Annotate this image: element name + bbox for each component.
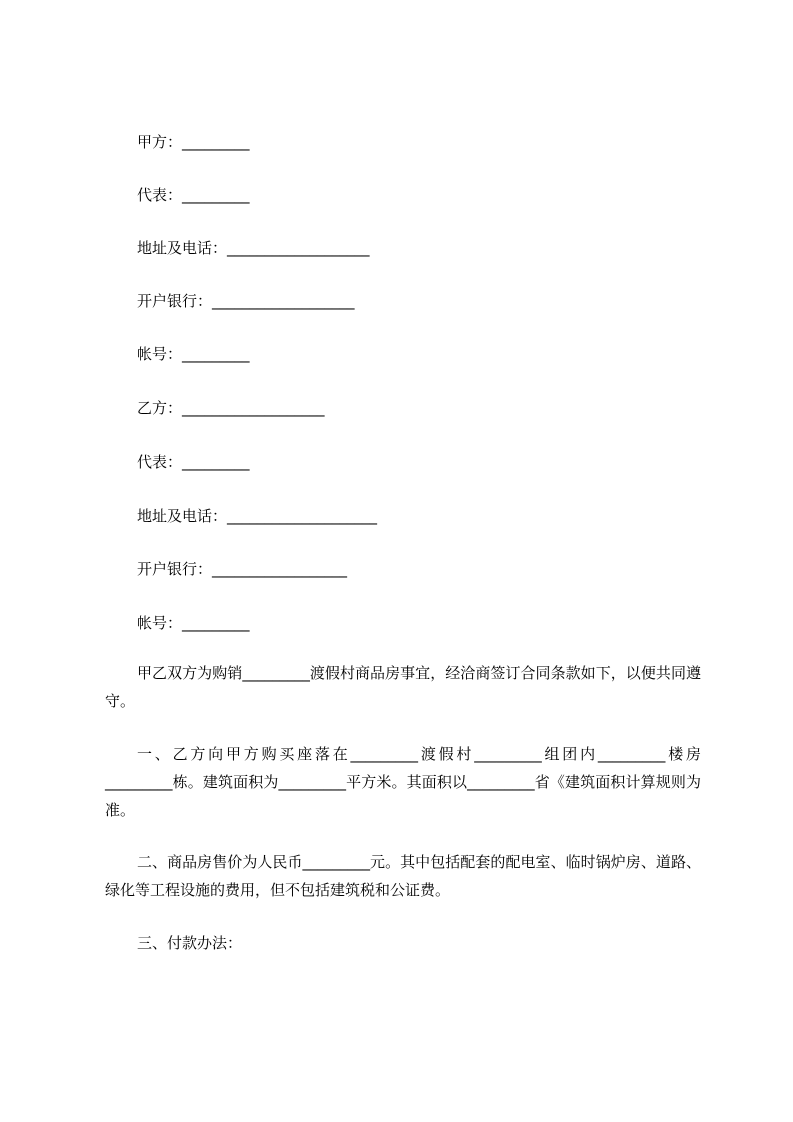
party-a-address-phone: 地址及电话：___________________ — [137, 239, 370, 257]
party-b-name: 乙方：___________________ — [137, 399, 325, 417]
clause-3-heading: 三、付款办法： — [137, 934, 243, 952]
party-a-bank: 开户银行：___________________ — [137, 292, 355, 310]
party-b-account: 帐号：_________ — [137, 614, 250, 632]
party-b-bank: 开户银行：__________________ — [137, 560, 348, 578]
preamble-paragraph: 甲乙双方为购销_________渡假村商品房事宜，经洽商签订合同条款如下，以便共同遵守。 — [105, 664, 701, 710]
party-b-representative: 代表：_________ — [137, 453, 250, 471]
party-a-name: 甲方：_________ — [137, 133, 250, 151]
party-a-account: 帐号：_________ — [137, 345, 250, 363]
clause-2-paragraph: 二、商品房售价为人民币_________元。其中包括配套的配电室、临时锅炉房、道路、绿化等工程设施的费用，但不包括建筑税和公证费。 — [105, 853, 701, 899]
party-a-representative: 代表：_________ — [137, 186, 250, 204]
party-b-address-phone: 地址及电话：____________________ — [137, 507, 378, 525]
clause-1-paragraph: 一、乙方向甲方购买座落在_________渡假村_________组团内_________楼房_________栋。建筑面积为_________平方米。其面积以_________省《建筑面积计算规则为准。 — [105, 745, 701, 819]
